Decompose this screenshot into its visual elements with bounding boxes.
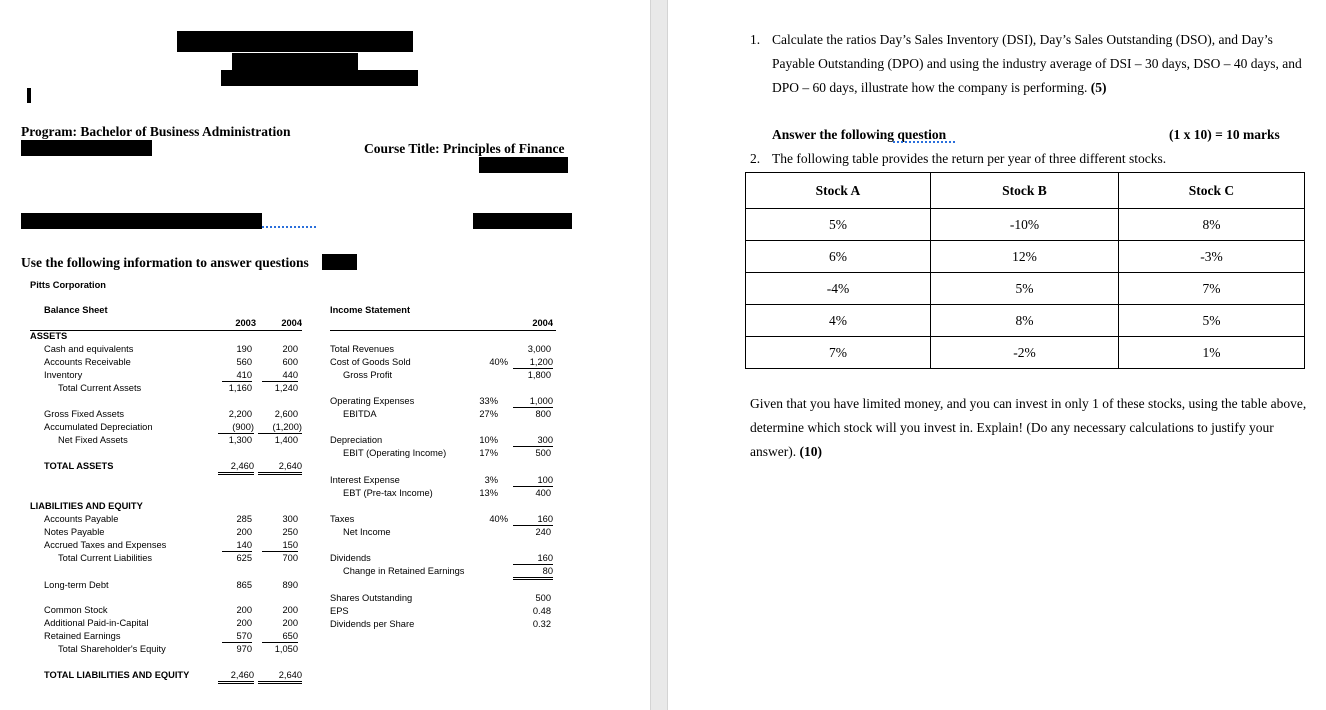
- value: 200: [282, 605, 298, 615]
- question-2-followup: [750, 392, 1308, 464]
- program-label: Program: Bachelor of Business Administration: [21, 124, 291, 139]
- is-value: 3,000: [527, 344, 551, 354]
- value: 200: [282, 618, 298, 628]
- is-pct: 40%: [489, 514, 508, 524]
- is-pct: 10%: [479, 435, 498, 445]
- table-row: [746, 209, 1305, 241]
- is-value: 160: [513, 514, 553, 526]
- is-label: Net Income: [343, 527, 391, 537]
- is-label: Shares Outstanding: [330, 593, 413, 603]
- total-assets-2003: 2,460: [218, 461, 254, 475]
- long-term-debt-2004: 890: [282, 580, 298, 590]
- table-header-row: [746, 173, 1305, 209]
- value: 1,160: [228, 383, 252, 393]
- column-header: Stock C: [1119, 173, 1305, 209]
- table-cell: 6%: [746, 241, 931, 273]
- row-label: Gross Fixed Assets: [44, 409, 125, 419]
- value: 200: [282, 344, 298, 354]
- is-label: EBT (Pre-tax Income): [343, 488, 433, 498]
- year-2003-header: 2003: [235, 318, 256, 328]
- marks-heading: (1 x 10) = 10 marks: [1169, 127, 1280, 142]
- is-label: Operating Expenses: [330, 396, 415, 406]
- is-value: 1,200: [513, 357, 553, 369]
- value: 1,400: [274, 435, 298, 445]
- total-assets-label: TOTAL ASSETS: [44, 461, 114, 471]
- value: 200: [236, 618, 252, 628]
- is-value: 0.32: [532, 619, 551, 629]
- redaction-bar: [473, 213, 572, 229]
- value: 190: [236, 344, 252, 354]
- table-cell: 12%: [931, 241, 1119, 273]
- redaction-bar: [177, 31, 413, 52]
- table-cell: 1%: [1119, 337, 1305, 369]
- assets-heading: ASSETS: [30, 331, 68, 341]
- is-label: Depreciation: [330, 435, 383, 445]
- question-1: [772, 28, 1304, 100]
- value: 700: [282, 553, 298, 563]
- is-label: Interest Expense: [330, 475, 400, 485]
- table-cell: 8%: [1119, 209, 1305, 241]
- is-label: EBITDA: [343, 409, 377, 419]
- table-row: [746, 305, 1305, 337]
- redaction-bar: [21, 213, 262, 229]
- long-term-debt-label: Long-term Debt: [44, 580, 109, 590]
- is-label: EBIT (Operating Income): [343, 448, 447, 458]
- value: 2,600: [274, 409, 298, 419]
- instructions-text: Use the following information to answer questions: [21, 255, 309, 270]
- redaction-bar: [232, 53, 358, 70]
- is-value: 240: [535, 527, 551, 537]
- table-cell: 5%: [1119, 305, 1305, 337]
- value: 570: [222, 631, 252, 643]
- row-label: Accumulated Depreciation: [44, 422, 153, 432]
- is-label: EPS: [330, 606, 349, 616]
- question-2-number: 2.: [750, 151, 761, 166]
- header-rule: [30, 330, 302, 331]
- is-value: 1,000: [513, 396, 553, 408]
- is-value: 400: [535, 488, 551, 498]
- value: 1,050: [274, 644, 298, 654]
- is-label: Total Revenues: [330, 344, 395, 354]
- is-label: Change in Retained Earnings: [343, 566, 465, 576]
- value: 250: [282, 527, 298, 537]
- is-label: Dividends per Share: [330, 619, 415, 629]
- value: 285: [236, 514, 252, 524]
- table-row: [746, 241, 1305, 273]
- is-value: 100: [513, 475, 553, 487]
- row-label: Total Shareholder's Equity: [58, 644, 166, 654]
- spellcheck-underline: [893, 139, 955, 143]
- value: 560: [236, 357, 252, 367]
- answer-heading: Answer the following question: [772, 127, 947, 142]
- redaction-bar: [21, 140, 152, 156]
- question-1-marks: (5): [1090, 80, 1107, 95]
- column-header: Stock B: [931, 173, 1119, 209]
- value: 625: [236, 553, 252, 563]
- left-page: [0, 0, 650, 710]
- value: 600: [282, 357, 298, 367]
- is-label: Gross Profit: [343, 370, 393, 380]
- redaction-bar: [27, 88, 31, 103]
- value: 1,300: [228, 435, 252, 445]
- question-2-marks: (10): [799, 444, 822, 459]
- is-label: Cost of Goods Sold: [330, 357, 411, 367]
- is-label: Taxes: [330, 514, 355, 524]
- value: 650: [262, 631, 298, 643]
- is-pct: 17%: [479, 448, 498, 458]
- redaction-bar: [221, 70, 418, 86]
- is-pct: 27%: [479, 409, 498, 419]
- question-1-text: Calculate the ratios Day’s Sales Inventory (DSI), Day’s Sales Outstanding (DSO), and Day’s Payable Outstanding (DPO) and using the industry average of DSI – 30 days, DSO – 40 days, and DPO – 60 days, illustrate how the company is performing.: [772, 32, 1302, 95]
- is-pct: 33%: [479, 396, 498, 406]
- redaction-bar: [322, 254, 357, 270]
- row-label: Inventory: [44, 370, 83, 380]
- value: 970: [236, 644, 252, 654]
- value: (900): [218, 422, 254, 434]
- value: (1,200): [258, 422, 302, 434]
- table-cell: -10%: [931, 209, 1119, 241]
- table-cell: 4%: [746, 305, 931, 337]
- table-row: [746, 273, 1305, 305]
- page-gutter: [650, 0, 668, 710]
- question-1-number: 1.: [750, 32, 761, 47]
- row-label: Accounts Receivable: [44, 357, 131, 367]
- is-pct: 13%: [479, 488, 498, 498]
- table-cell: 5%: [746, 209, 931, 241]
- row-label: Retained Earnings: [44, 631, 121, 641]
- value: 200: [236, 527, 252, 537]
- header-rule: [330, 330, 556, 331]
- row-label: Total Current Assets: [58, 383, 142, 393]
- row-label: Notes Payable: [44, 527, 105, 537]
- total-le-2003: 2,460: [218, 670, 254, 684]
- is-pct: 40%: [489, 357, 508, 367]
- value: 140: [222, 540, 252, 552]
- course-title: Course Title: Principles of Finance: [364, 141, 565, 156]
- right-page: [668, 0, 1326, 710]
- question-2-followup-text: Given that you have limited money, and you can invest in only 1 of these stocks, using the table above, determine which stock will you invest in. Explain! (Do any necessary calculations to justify your answer).: [750, 396, 1307, 459]
- total-le-2004: 2,640: [258, 670, 302, 684]
- balance-sheet-title: Balance Sheet: [44, 305, 108, 315]
- is-value: 0.48: [532, 606, 551, 616]
- income-statement-title: Income Statement: [330, 305, 411, 315]
- table-cell: -2%: [931, 337, 1119, 369]
- is-value: 160: [513, 553, 553, 565]
- table-row: [746, 337, 1305, 369]
- row-label: Accrued Taxes and Expenses: [44, 540, 167, 550]
- is-value: 500: [535, 448, 551, 458]
- is-value: 500: [535, 593, 551, 603]
- table-cell: -3%: [1119, 241, 1305, 273]
- value: 440: [262, 370, 298, 382]
- is-value: 80: [513, 566, 553, 580]
- table-cell: -4%: [746, 273, 931, 305]
- row-label: Additional Paid-in-Capital: [44, 618, 149, 628]
- year-2004-header: 2004: [281, 318, 302, 328]
- stock-returns-table: [745, 172, 1305, 369]
- total-assets-2004: 2,640: [258, 461, 302, 475]
- row-label: Accounts Payable: [44, 514, 119, 524]
- row-label: Common Stock: [44, 605, 108, 615]
- is-label: Dividends: [330, 553, 371, 563]
- row-label: Net Fixed Assets: [58, 435, 128, 445]
- total-le-label: TOTAL LIABILITIES AND EQUITY: [44, 670, 190, 680]
- value: 200: [236, 605, 252, 615]
- column-header: Stock A: [746, 173, 931, 209]
- long-term-debt-2003: 865: [236, 580, 252, 590]
- is-value: 1,800: [527, 370, 551, 380]
- income-year-header: 2004: [532, 318, 553, 328]
- row-label: Cash and equivalents: [44, 344, 134, 354]
- value: 150: [262, 540, 298, 552]
- is-pct: 3%: [484, 475, 498, 485]
- company-name: Pitts Corporation: [30, 280, 106, 290]
- table-cell: 8%: [931, 305, 1119, 337]
- table-cell: 7%: [1119, 273, 1305, 305]
- redaction-bar: [479, 157, 568, 173]
- is-value: 300: [513, 435, 553, 447]
- question-2-text: The following table provides the return per year of three different stocks.: [772, 151, 1167, 166]
- value: 2,200: [228, 409, 252, 419]
- table-cell: 5%: [931, 273, 1119, 305]
- spellcheck-underline: [262, 224, 316, 228]
- value: 410: [222, 370, 252, 382]
- row-label: Total Current Liabilities: [58, 553, 153, 563]
- is-value: 800: [535, 409, 551, 419]
- liabilities-heading: LIABILITIES AND EQUITY: [30, 501, 143, 511]
- table-cell: 7%: [746, 337, 931, 369]
- value: 300: [282, 514, 298, 524]
- value: 1,240: [274, 383, 298, 393]
